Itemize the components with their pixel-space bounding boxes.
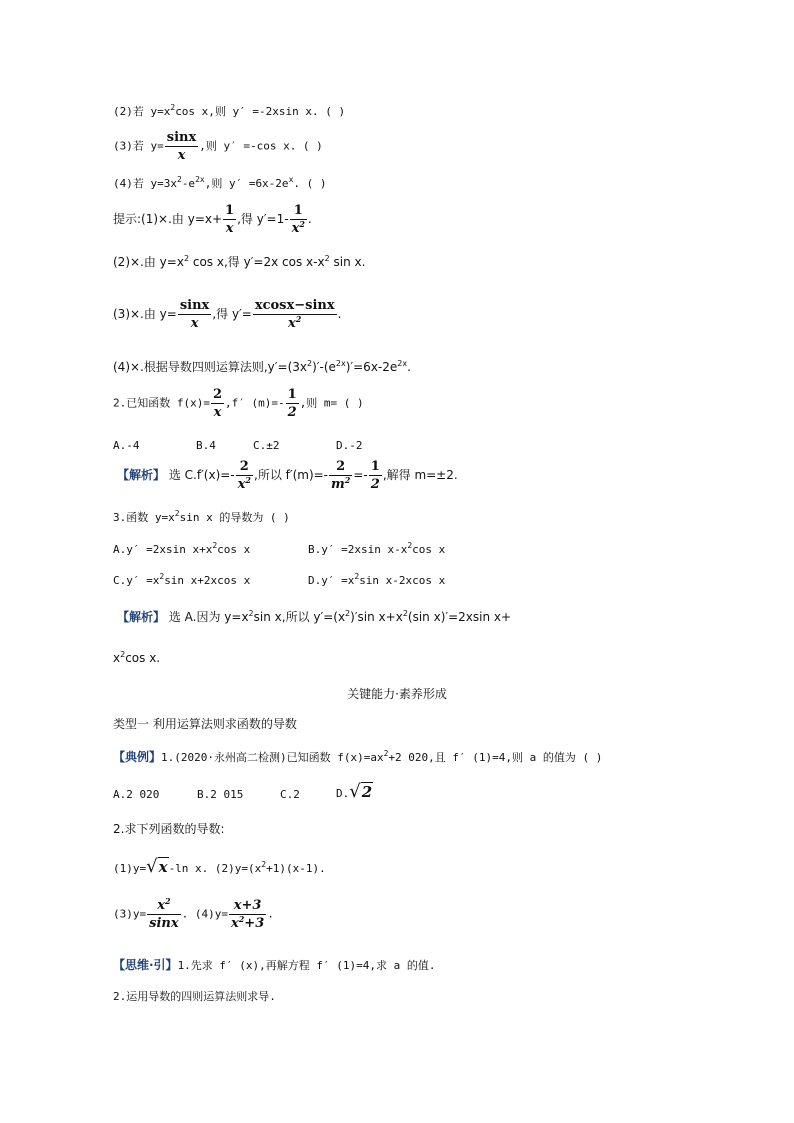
example-tag: 【典例】 (113, 750, 162, 764)
judge-item-4: (4)若 $y=3x^2-e^{2x}$,则 $y' =6x-2e^x$. ( ) (113, 175, 327, 190)
question-3: 3.函数 $y=x^2\sin$ x 的导数为 ( ) (113, 509, 290, 524)
example-2-parts-1-2: (1)y=√x-ln x. $(2)y=(x^2+1)(x-1)$. (113, 856, 326, 877)
option-b: B.y′ =2xsin $x-x^2\cos$ x (308, 541, 446, 556)
judge-item-3: (3)若 y= $\frac{\sin x}{x}$ ,则 y′ =-cos x. ( ) (113, 130, 323, 163)
thinking-guide: 【思维·引】1.先求 f′ (x),再解方程 f′ (1)=4,求 a 的值. (113, 958, 436, 972)
hint-2: (2)×.由 $y=x^2$ cos x,得 y′=2x $\cos x-x^2$ sin x. (113, 254, 366, 269)
option-c: C.2 (280, 788, 300, 801)
analysis-2: 【解析】 选 C.f′(x)=- $\frac{2}{x^2}$ ,所以 f′(m)=- $\frac{2}{m^2}$ =- $\frac{1}{2}$ ,解得 m=±2. (117, 459, 458, 492)
hint-1: 提示:(1)×.由 y=x+ $\frac{1}{x}$ ,得 y′=1- $\frac{1}{x^2}$ . (113, 203, 312, 236)
example-1: 【典例】1.(2020·永州高二检测)已知函数 $f(x)=ax^2+2$ 020,且 f′ (1)=4,则 a 的值为 ( ) (113, 749, 603, 764)
analysis-tag: 【解析】 (117, 468, 166, 482)
type-heading: 类型一 利用运算法则求函数的导数 (113, 717, 297, 731)
analysis-tag: 【解析】 (117, 610, 166, 624)
section-heading: 关键能力·素养形成 (347, 687, 447, 701)
sqrt-sign: √ (349, 781, 361, 802)
option-b: B.2 015 (197, 788, 244, 801)
option-c: C.±2 (253, 439, 280, 452)
example-2: 2.求下列函数的导数: (113, 822, 225, 836)
question-2: 2.已知函数 f(x)= $\frac{2}{x}$ ,f′ (m)=- $\frac{1}{2}$ ,则 m= ( ) (113, 387, 364, 420)
hint-3: (3)×.由 y= $\frac{\sin x}{x}$ ,得 y′= $\frac{xcosx-\sin x}{x^2}$ . (113, 298, 342, 331)
hint-4: (4)×.根据导数四则运算法则$,y'=(3x^2)'-(e^{2x})'=6x-2e^{2x}$. (113, 359, 411, 374)
option-a: A.-4 (113, 439, 140, 452)
analysis-3-continued: $x^2\cos$ x. (113, 650, 161, 665)
thinking-guide-2: 2.运用导数的四则运算法则求导. (113, 990, 276, 1003)
analysis-3: 【解析】 选 A.因为 $y=x^2\sin$ x,所以 $y'=(x^2)'\sin$ $x+x^2(\sin$ x)′=2xsin x+ (117, 609, 512, 624)
option-d: D.√2 (336, 781, 373, 802)
option-a: A.2 020 (113, 788, 160, 801)
option-a: A.y′ =2xsin $x+x^2\cos$ x (113, 541, 251, 556)
judge-item-2: (2)若 $y=x^2\cos$ x,则 y′ =-2xsin x. ( ) (113, 103, 346, 118)
option-c: $C.y' =x^2\sin$ x+2xcos x (113, 572, 251, 587)
sqrt-sign: √ (146, 856, 158, 877)
fraction: $\frac{\sin x}{x}$ (166, 130, 197, 163)
option-b: B.4 (196, 439, 216, 452)
option-d: $D.y' =x^2\sin$ x-2xcos x (308, 572, 446, 587)
example-2-parts-3-4: (3)y= $\frac{x^2}{\sin x}$ . (4)y= $\frac{x+3}{x^2+3}$ . (113, 896, 274, 931)
option-d: D.-2 (336, 439, 363, 452)
thinking-tag: 【思维·引】 (113, 958, 178, 972)
